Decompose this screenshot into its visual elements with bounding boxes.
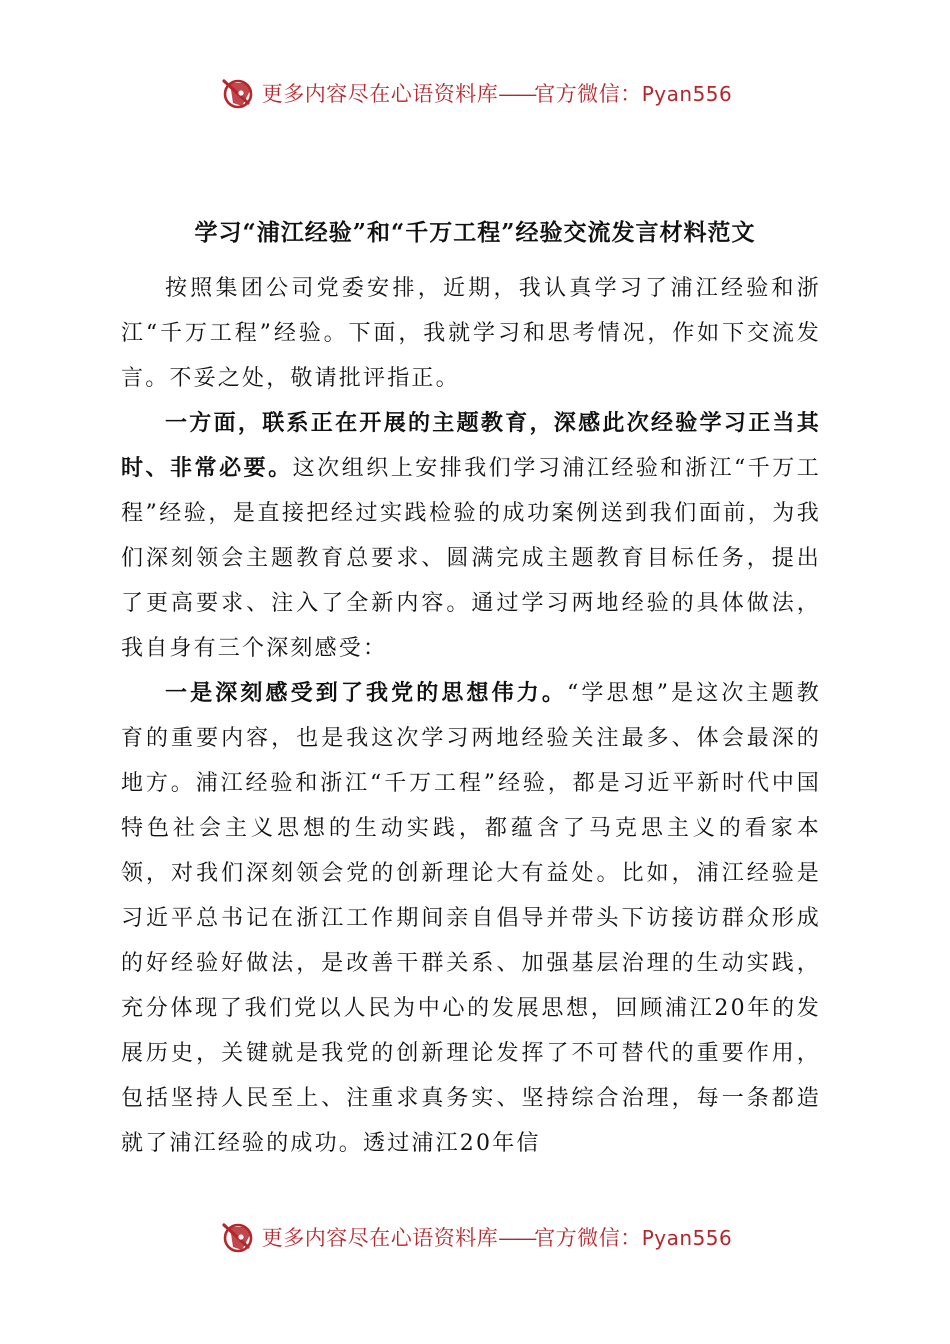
- banner-text: 更多内容尽在心语资料库——官方微信：Pyan556: [261, 82, 733, 106]
- watermark-banner-top: [0, 68, 950, 118]
- document-body: [121, 266, 821, 1166]
- paragraph-aspect-one: [121, 401, 821, 671]
- paragraph-text: “学思想”是这次主题教育的重要内容，也是我这次学习两地经验关注最多、体会最深的地方。浦江经验和浙江“千万工程”经验，都是习近平新时代中国特色社会主义思想的生动实践，都蕴含了马克思主义的看家本领，对我们深刻领会党的创新理论大有益处。比如，浦江经验是习近平总书记在浙江工作期间亲自倡导并带头下访接访群众形成的好经验好做法，是改善干群关系、加强基层治理的生动实践，充分体现了我们党以人民为中心的发展思想，回顾浦江20年的发展历史，关键就是我党的创新理论发挥了不可替代的重要作用，包括坚持人民至上、注重求真务实、坚持综合治理，每一条都造就了浦江经验的成功。透过浦江20年信: [121, 681, 821, 1156]
- paragraph-point-one: [121, 671, 821, 1166]
- pen-nib-circle-icon: [218, 73, 258, 113]
- paragraph-lead: 一方面，联系正在开展的主题教育，深感此次经验学习正当其时、非常必要。: [121, 410, 821, 481]
- watermark-banner-bottom: [0, 1212, 950, 1262]
- wechat-id: Pyan556: [641, 1226, 733, 1250]
- wechat-id: Pyan556: [641, 82, 733, 106]
- paragraph-text: 这次组织上安排我们学习浦江经验和浙江“千万工程”经验，是直接把经过实践检验的成功案例送到我们面前，为我们深刻领会主题教育总要求、圆满完成主题教育目标任务，提出了更高要求、注入了全新内容。通过学习两地经验的具体做法，我自身有三个深刻感受：: [121, 456, 821, 661]
- pen-nib-circle-icon: [218, 1217, 258, 1257]
- document-title: 学习“浦江经验”和“千万工程”经验交流发言材料范文: [194, 219, 756, 246]
- banner-text: 更多内容尽在心语资料库——官方微信：Pyan556: [261, 1226, 733, 1250]
- paragraph-intro: [121, 266, 821, 401]
- paragraph-text: 按照集团公司党委安排，近期，我认真学习了浦江经验和浙江“千万工程”经验。下面，我就学习和思考情况，作如下交流发言。不妥之处，敬请批评指正。: [121, 276, 821, 391]
- paragraph-lead: 一是深刻感受到了我党的思想伟力。: [165, 680, 568, 706]
